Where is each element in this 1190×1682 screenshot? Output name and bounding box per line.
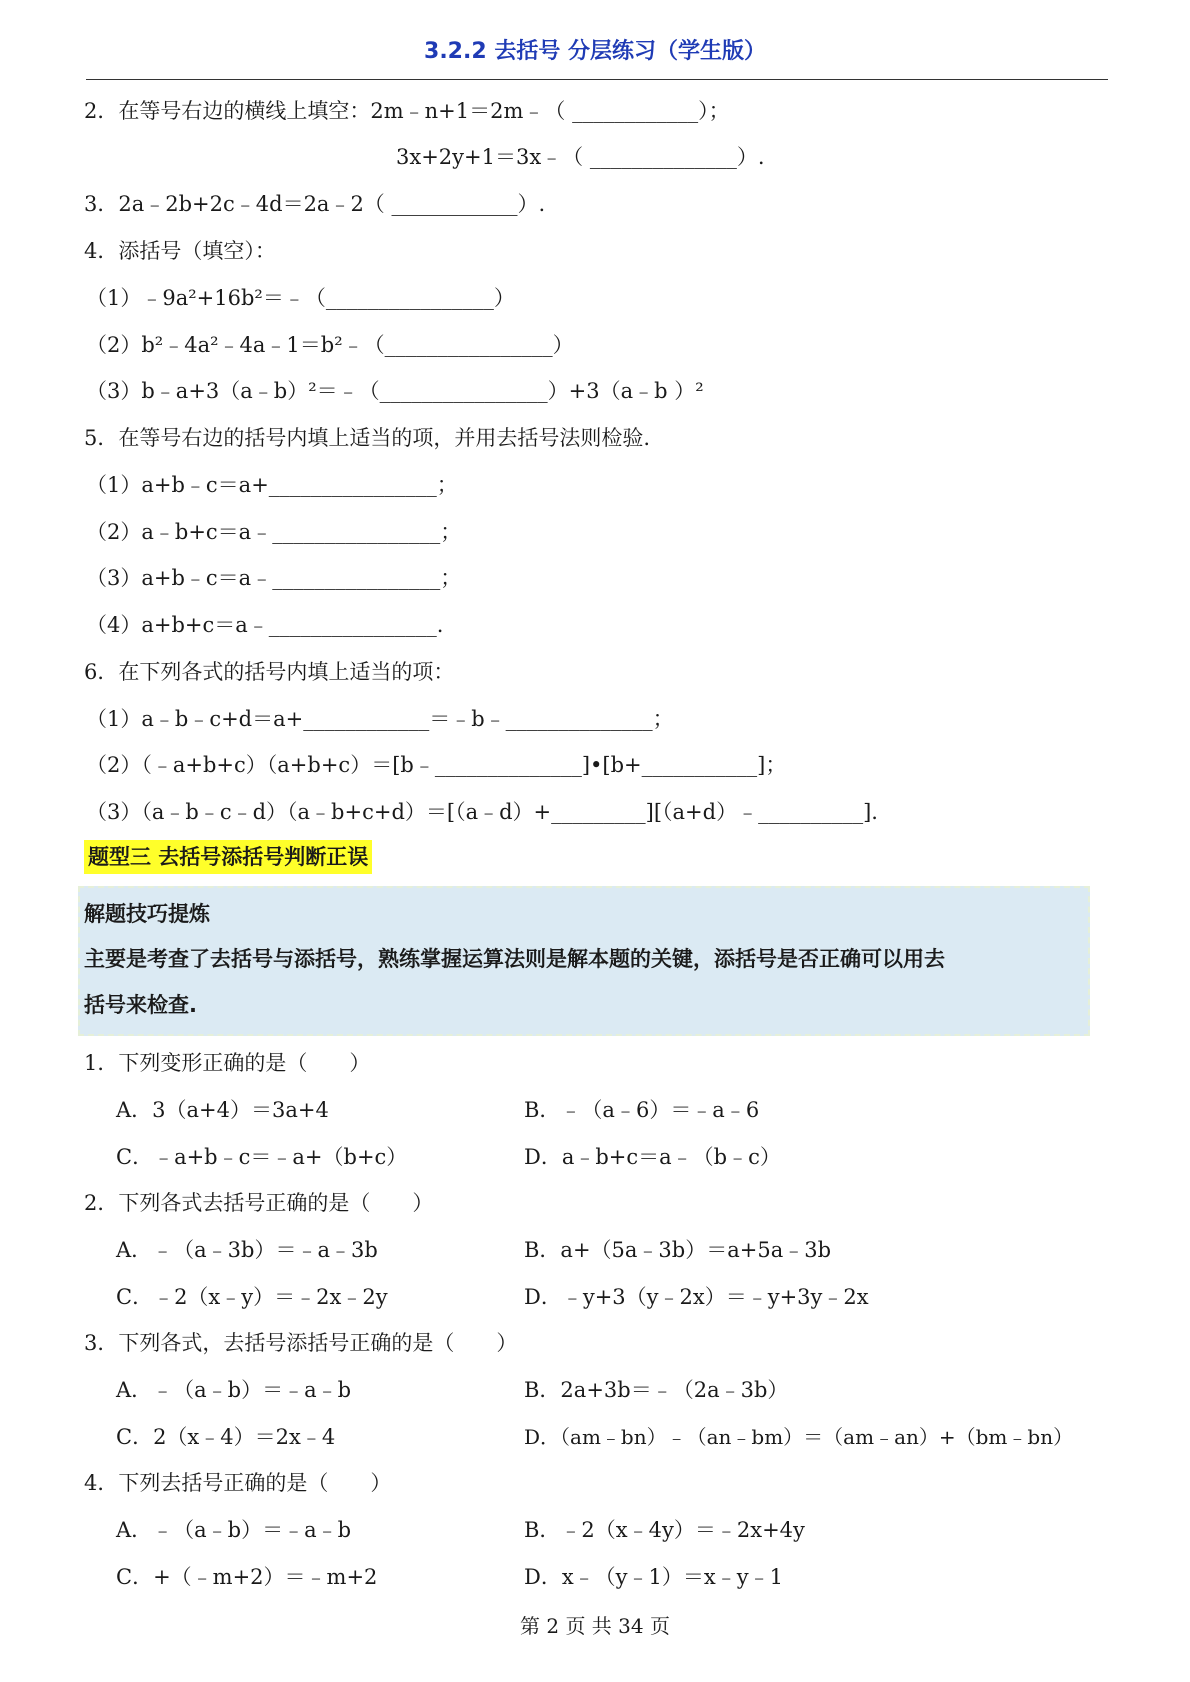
- question-5-part-1: （1）a+b﹣c＝a+________________；: [86, 473, 458, 497]
- question-6: 6．在下列各式的括号内填上适当的项：: [84, 660, 455, 684]
- header-divider: [86, 79, 1108, 80]
- question-4-part-3: （3）b﹣a+3（a﹣b）²＝﹣（________________）+3（a﹣b ）²: [86, 379, 704, 403]
- tips-title: 解题技巧提炼: [84, 902, 210, 926]
- question-3: 3．2a﹣2b+2c﹣4d＝2a﹣2（ ____________）.: [84, 192, 546, 216]
- mc-question-3-option-b[interactable]: B．2a+3b＝﹣（2a﹣3b）: [524, 1378, 789, 1402]
- page-title: 3.2.2 去括号 分层练习（学生版）: [424, 39, 766, 64]
- mc-question-1-option-c[interactable]: C．﹣a+b﹣c＝﹣a+（b+c）: [116, 1145, 408, 1169]
- mc-question-2-option-d[interactable]: D．﹣y+3（y﹣2x）＝﹣y+3y﹣2x: [524, 1285, 869, 1309]
- mc-question-1-option-d[interactable]: D．a﹣b+c＝a﹣（b﹣c）: [524, 1145, 781, 1169]
- mc-question-2-stem: 2．下列各式去括号正确的是（ ）: [84, 1191, 434, 1215]
- mc-question-4-option-d[interactable]: D．x﹣（y﹣1）＝x﹣y﹣1: [524, 1565, 783, 1589]
- question-6-part-2: （2）（﹣a+b+c）（a+b+c）＝[b﹣______________]•[b+___________]；: [86, 753, 787, 777]
- mc-question-3-option-a[interactable]: A．﹣（a﹣b）＝﹣a﹣b: [116, 1378, 352, 1402]
- section-heading: 题型三 去括号添括号判断正误: [84, 840, 372, 874]
- question-5-part-4: （4）a+b+c＝a﹣________________.: [86, 613, 444, 637]
- question-5-part-3: （3）a+b﹣c＝a﹣________________；: [86, 566, 462, 590]
- mc-question-2-option-a[interactable]: A．﹣（a﹣3b）＝﹣a﹣3b: [116, 1238, 378, 1262]
- mc-question-4-option-b[interactable]: B．﹣2（x﹣4y）＝﹣2x+4y: [524, 1518, 805, 1542]
- mc-question-1-option-a[interactable]: A．3（a+4）＝3a+4: [116, 1098, 329, 1122]
- question-4-part-1: （1）﹣9a²+16b²＝﹣（________________）: [86, 286, 515, 310]
- question-4: 4．添括号（填空）：: [84, 239, 276, 263]
- question-5: 5．在等号右边的括号内填上适当的项，并用去括号法则检验.: [84, 426, 651, 450]
- mc-question-1-option-b[interactable]: B．﹣（a﹣6）＝﹣a﹣6: [524, 1098, 760, 1122]
- question-5-part-2: （2）a﹣b+c＝a﹣________________；: [86, 520, 462, 544]
- mc-question-4-option-a[interactable]: A．﹣（a﹣b）＝﹣a﹣b: [116, 1518, 352, 1542]
- mc-question-4-option-c[interactable]: C．+（﹣m+2）＝﹣m+2: [116, 1565, 378, 1589]
- question-6-part-1: （1）a﹣b﹣c+d＝a+____________＝﹣b﹣______________；: [86, 707, 674, 731]
- tips-body-line-2: 括号来检查.: [84, 993, 197, 1017]
- mc-question-4-stem: 4．下列去括号正确的是（ ）: [84, 1471, 392, 1495]
- page-number-footer: 第 2 页 共 34 页: [520, 1614, 670, 1638]
- mc-question-1-stem: 1．下列变形正确的是（ ）: [84, 1051, 371, 1075]
- mc-question-2-option-b[interactable]: B．a+（5a﹣3b）＝a+5a﹣3b: [524, 1238, 832, 1262]
- mc-question-2-option-c[interactable]: C．﹣2（x﹣y）＝﹣2x﹣2y: [116, 1285, 388, 1309]
- question-4-part-2: （2）b²﹣4a²﹣4a﹣1＝b²﹣（________________）: [86, 333, 574, 357]
- question-2-line-1: 2．在等号右边的横线上填空：2m﹣n+1＝2m﹣（ ____________）；: [84, 99, 730, 123]
- question-2-line-2: 3x+2y+1＝3x﹣（ ______________）.: [396, 145, 765, 169]
- mc-question-3-stem: 3．下列各式，去括号添括号正确的是（ ）: [84, 1331, 518, 1355]
- mc-question-3-option-c[interactable]: C．2（x﹣4）＝2x﹣4: [116, 1425, 336, 1449]
- question-6-part-3: （3）（a﹣b﹣c﹣d）（a﹣b+c+d）＝[（a﹣d）+_________][（a+d）﹣__________].: [86, 800, 878, 824]
- tips-body-line-1: 主要是考查了去括号与添括号，熟练掌握运算法则是解本题的关键，添括号是否正确可以用去: [84, 947, 945, 971]
- mc-question-3-option-d[interactable]: D．（am﹣bn）﹣（an﹣bm）＝（am﹣an）+（bm﹣bn）: [524, 1425, 1074, 1449]
